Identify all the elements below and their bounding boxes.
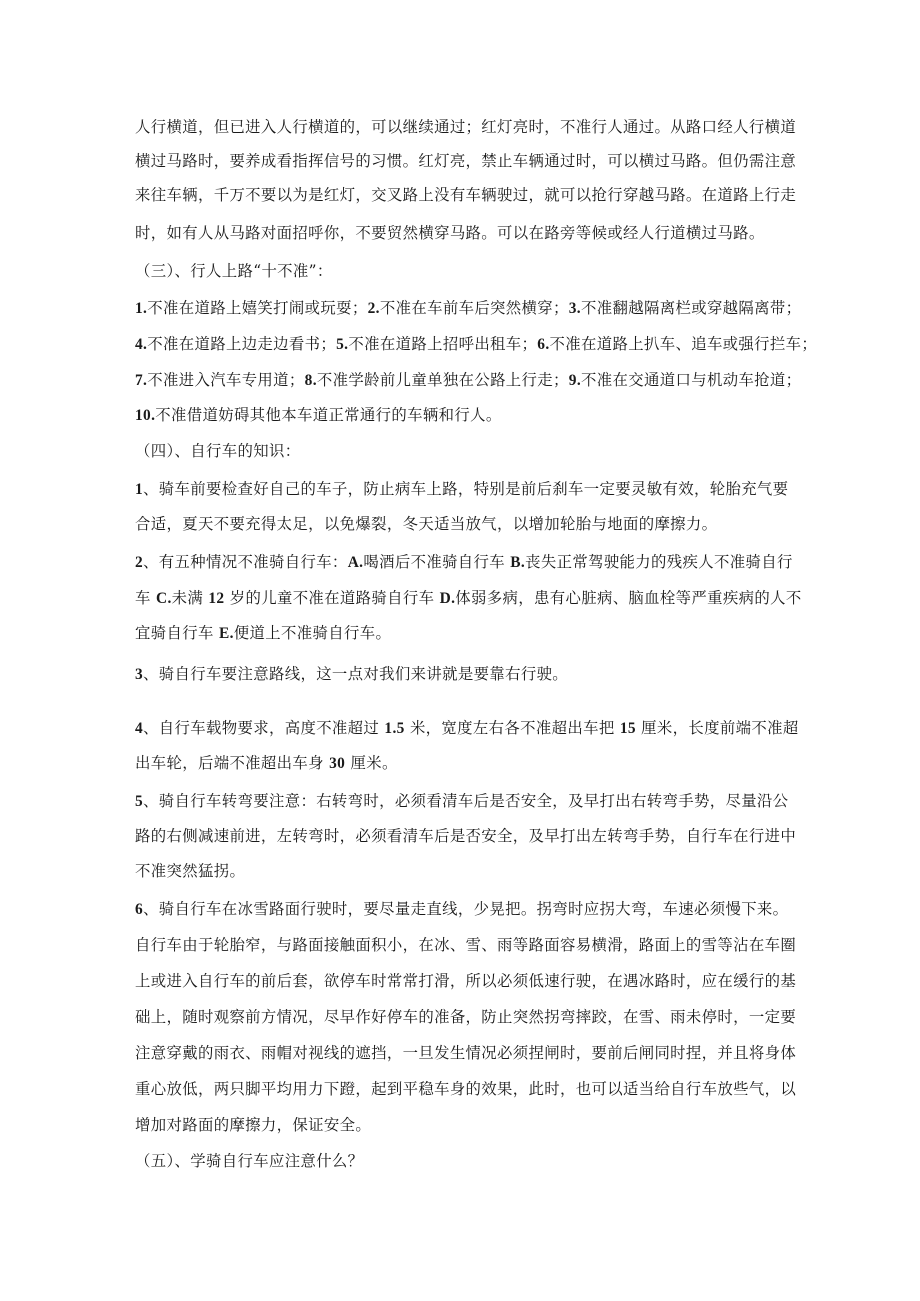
item-text: 、骑车前要检查好自己的车子，防止病车上路，特别是前后刹车一定要灵敏有效，轮胎充气要: [143, 480, 789, 498]
rule-number: 5.: [336, 336, 349, 353]
rule-text: 不准在道路上扒车、追车或强行拦车；: [549, 335, 818, 353]
rule-number: 10.: [135, 407, 156, 424]
section-heading-4: （四）、自行车的知识：: [135, 442, 301, 460]
rule-text: 不准在道路上嬉笑打闹或玩耍；: [147, 299, 368, 317]
item-number: 6: [135, 901, 144, 918]
height-value: 1.5: [384, 720, 405, 737]
item-text: 便道上不准骑自行车。: [233, 624, 392, 642]
item-text: 喝酒后不准骑自行车: [363, 553, 511, 571]
rule-number: 8.: [304, 372, 317, 389]
rule-number: 9.: [568, 372, 582, 389]
item-1-line: 合适，夏天不要充得太足，以免爆裂，冬天适当放气，以增加轮胎与地面的摩擦力。: [135, 515, 718, 533]
item-number: 2: [135, 554, 144, 571]
option-letter: C.: [155, 590, 172, 607]
item-text: 、骑自行车转弯要注意：右转弯时，必须看清车后是否安全，及早打出右转弯手势，尽量沿公: [143, 792, 789, 810]
item-5-line: 路的右侧减速前进，左转弯时，必须看清车后是否安全，及早打出左转弯手势，自行车在行进中: [135, 827, 797, 845]
paragraph-line: 横过马路时，要养成看指挥信号的习惯。红灯亮，禁止车辆通过时，可以横过马路。但仍需注意: [135, 152, 797, 170]
rules-line-4: [135, 401, 785, 429]
item-number: 4: [135, 720, 144, 737]
rule-text: 不准在道路上招呼出租车；: [348, 335, 538, 353]
item-text: 厘米，长度前端不准超: [635, 719, 799, 737]
item-text: 、自行车载物要求，高度不准超过: [143, 719, 385, 737]
item-text: 出车轮，后端不准超出车身: [135, 754, 330, 772]
item-6-line: 自行车由于轮胎窄，与路面接触面积小，在冰、雪、雨等路面容易横滑，路面上的雪等沾在车圈: [135, 936, 797, 954]
item-6-line: 注意穿戴的雨衣、雨帽对视线的遮挡，一旦发生情况必须捏闸时，要前后闸同时捏，并且将身体: [135, 1044, 797, 1062]
item-text: 宜骑自行车: [135, 624, 219, 642]
item-5-line: [135, 787, 789, 815]
item-6-line: [135, 895, 789, 923]
item-number: 1: [135, 481, 144, 498]
rule-text: 不准学龄前儿童单独在公路上行走；: [316, 371, 569, 389]
item-6-line: 增加对路面的摩擦力，保证安全。: [135, 1116, 372, 1134]
rule-text: 不准在车前车后突然横穿；: [379, 299, 569, 317]
option-letter: E.: [218, 625, 234, 642]
age-value: 12: [208, 590, 225, 607]
rule-number: 3.: [568, 300, 582, 317]
rule-number: 1.: [135, 300, 148, 317]
section-heading-3: （三）、行人上路“十不准”：: [135, 262, 333, 280]
width-value: 15: [619, 720, 636, 737]
rule-number: 6.: [537, 336, 550, 353]
item-text: 丧失正常驾驶能力的残疾人不准骑自行: [525, 553, 793, 571]
rear-value: 30: [329, 755, 346, 772]
item-6-line: 础上，随时观察前方情况，尽早作好停车的准备，防止突然拐弯摔跤，在雪、雨未停时，一定要: [135, 1008, 797, 1026]
item-2-line: [135, 619, 785, 647]
option-letter: B.: [510, 554, 526, 571]
item-text: 岁的儿童不准在道路骑自行车: [224, 589, 440, 607]
item-text: 体弱多病，患有心脏病、脑血栓等严重疾病的人不: [455, 589, 802, 607]
option-letter: A.: [347, 554, 364, 571]
item-number: 3: [135, 666, 144, 683]
paragraph-line: 人行横道，但已进入人行横道的，可以继续通过；红灯亮时，不准行人通过。从路口经人行横道: [135, 118, 797, 136]
paragraph-line: 来往车辆，千万不要以为是红灯，交叉路上没有车辆驶过，就可以抢行穿越马路。在道路上行走: [135, 186, 797, 204]
section-heading-5: （五）、学骑自行车应注意什么？: [135, 1152, 364, 1170]
item-6-line: 重心放低，两只脚平均用力下蹬，起到平稳车身的效果，此时，也可以适当给自行车放些气，以: [135, 1080, 797, 1098]
item-text: 厘米。: [345, 754, 398, 772]
item-4-line: [135, 749, 785, 777]
item-1-line: [135, 475, 789, 503]
item-text: 、有五种情况不准骑自行车：: [143, 553, 348, 571]
rule-text: 不准在交通道口与机动车抢道；: [581, 371, 802, 389]
rules-line-2: [135, 330, 818, 358]
item-3-line: [135, 660, 785, 688]
rule-text: 不准进入汽车专用道；: [147, 371, 305, 389]
rule-number: 7.: [135, 372, 148, 389]
item-text: 米，宽度左右各不准超出车把: [404, 719, 620, 737]
item-5-line: 不准突然猛拐。: [135, 862, 246, 880]
item-text: 车: [135, 589, 156, 607]
rules-line-1: [135, 294, 802, 322]
rule-text: 不准借道妨碍其他本车道正常通行的车辆和行人。: [155, 406, 502, 424]
item-text: 、骑自行车要注意路线，这一点对我们来讲就是要靠右行驶。: [143, 665, 569, 683]
item-text: 未满: [171, 589, 209, 607]
item-4-line: [135, 714, 799, 742]
rule-text: 不准在道路上边走边看书；: [147, 335, 337, 353]
option-letter: D.: [439, 590, 456, 607]
paragraph-line: 时，如有人从马路对面招呼你，不要贸然横穿马路。可以在路旁等候或经人行道横过马路。: [135, 224, 765, 242]
item-text: 、骑自行车在冰雪路面行驶时，要尽量走直线，少晃把。拐弯时应拐大弯，车速必须慢下来。: [143, 900, 789, 918]
rule-text: 不准翻越隔离栏或穿越隔离带；: [581, 299, 802, 317]
rule-number: 2.: [367, 300, 380, 317]
item-2-line: [135, 584, 802, 612]
item-number: 5: [135, 793, 144, 810]
rule-number: 4.: [135, 336, 148, 353]
item-6-line: 上或进入自行车的前后套，欲停车时常常打滑，所以必须低速行驶，在遇冰路时，应在缓行的基: [135, 972, 797, 990]
item-2-line: [135, 548, 793, 576]
rules-line-3: [135, 366, 802, 394]
